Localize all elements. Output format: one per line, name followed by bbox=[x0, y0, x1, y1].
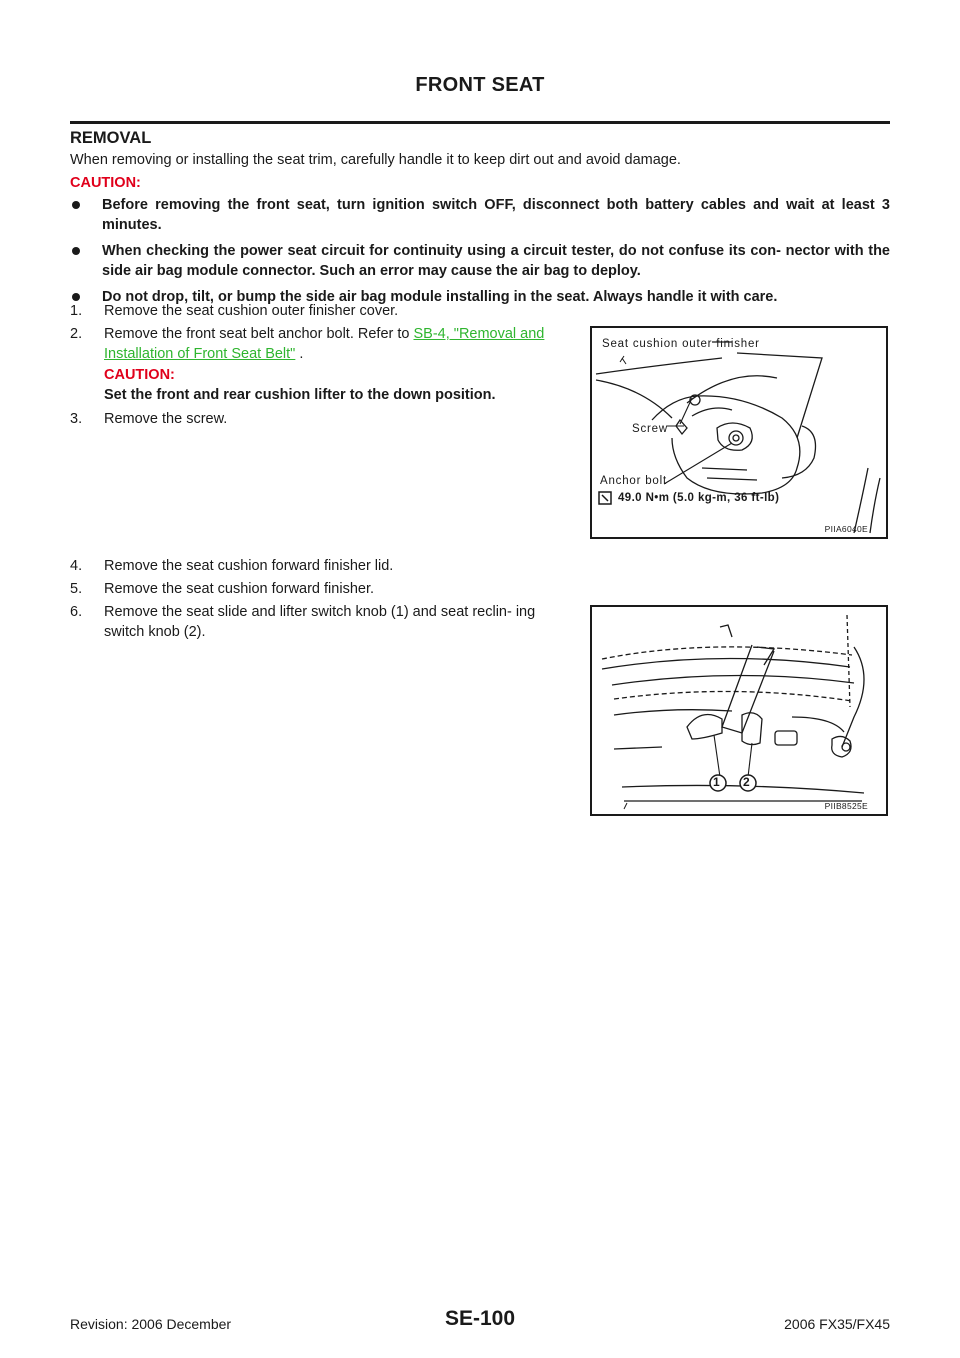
step-number: 4. bbox=[70, 558, 83, 574]
step-number: 1. bbox=[70, 303, 83, 319]
label-anchor-bolt: Anchor bolt bbox=[600, 475, 667, 487]
caution-text: When checking the power seat circuit for continuity using a circuit tester, do not confuse its con- nector with the side air bag module connector. Such an error may cause the air bag to deploy. bbox=[102, 243, 890, 279]
figure-anchor-bolt bbox=[590, 326, 888, 539]
sb4-reference-link[interactable]: SB-4, "Removal and Installation of Front Seat Belt" bbox=[104, 326, 545, 362]
figure-code: PIIB8525E bbox=[824, 801, 868, 811]
step-text: Remove the seat cushion forward finisher. bbox=[104, 581, 374, 597]
step-2-caution bbox=[104, 365, 496, 405]
step-text: Remove the screw. bbox=[104, 411, 228, 427]
step-text: Remove the front seat belt anchor bolt. Refer to bbox=[104, 326, 414, 342]
label-seat-cushion-outer-finisher: Seat cushion outer finisher bbox=[602, 338, 760, 350]
torque-spec: 49.0 N•m (5.0 kg-m, 36 ft-lb) bbox=[618, 492, 780, 504]
label-screw: Screw bbox=[632, 423, 668, 435]
bullet-icon bbox=[72, 201, 80, 209]
bullet-icon bbox=[72, 247, 80, 255]
step-number: 6. bbox=[70, 604, 83, 620]
step-number: 5. bbox=[70, 581, 83, 597]
section-title: REMOVAL bbox=[70, 129, 152, 147]
caution-heading: CAUTION: bbox=[70, 175, 141, 191]
caution-text: Set the front and rear cushion lifter to the down position. bbox=[104, 387, 496, 403]
figure-code: PIIA6040E bbox=[824, 524, 868, 534]
page-number: SE-100 bbox=[444, 1307, 516, 1330]
step-4 bbox=[70, 556, 393, 576]
caution-text: Before removing the front seat, turn ignition switch OFF, disconnect both battery cables and wait at least 3 minutes. bbox=[102, 197, 890, 233]
callout-1: 1 bbox=[713, 775, 721, 789]
step-number: 2. bbox=[70, 326, 83, 342]
page-title: FRONT SEAT bbox=[415, 74, 545, 96]
model-name: 2006 FX35/FX45 bbox=[784, 1316, 890, 1332]
torque-wrench-icon bbox=[599, 492, 611, 504]
header-rule bbox=[70, 121, 890, 124]
caution-item bbox=[70, 195, 890, 235]
step-5 bbox=[70, 579, 374, 599]
step-text: Remove the seat cushion outer finisher cover. bbox=[104, 303, 399, 319]
caution-heading: CAUTION: bbox=[104, 367, 175, 383]
step-6 bbox=[70, 602, 578, 642]
seat-switch-illustration bbox=[592, 607, 886, 814]
step-2 bbox=[70, 324, 580, 364]
step-3 bbox=[70, 409, 227, 429]
caution-text: Do not drop, tilt, or bump the side air bag module installing in the seat. Always handle it with care. bbox=[102, 289, 778, 305]
caution-item bbox=[70, 241, 890, 281]
caution-list bbox=[70, 195, 890, 313]
intro-text: When removing or installing the seat trim, carefully handle it to keep dirt out and avoid damage. bbox=[70, 152, 681, 168]
step-text: Remove the seat slide and lifter switch knob (1) and seat reclin- ing switch knob (2). bbox=[104, 604, 536, 640]
figure-switch-knobs bbox=[590, 605, 888, 816]
step-number: 3. bbox=[70, 411, 83, 427]
step-text-end: . bbox=[295, 346, 304, 362]
callout-2: 2 bbox=[743, 775, 751, 789]
bullet-icon bbox=[72, 293, 80, 301]
step-text: Remove the seat cushion forward finisher lid. bbox=[104, 558, 394, 574]
revision-date: Revision: 2006 December bbox=[70, 1316, 232, 1332]
step-1 bbox=[70, 301, 398, 321]
